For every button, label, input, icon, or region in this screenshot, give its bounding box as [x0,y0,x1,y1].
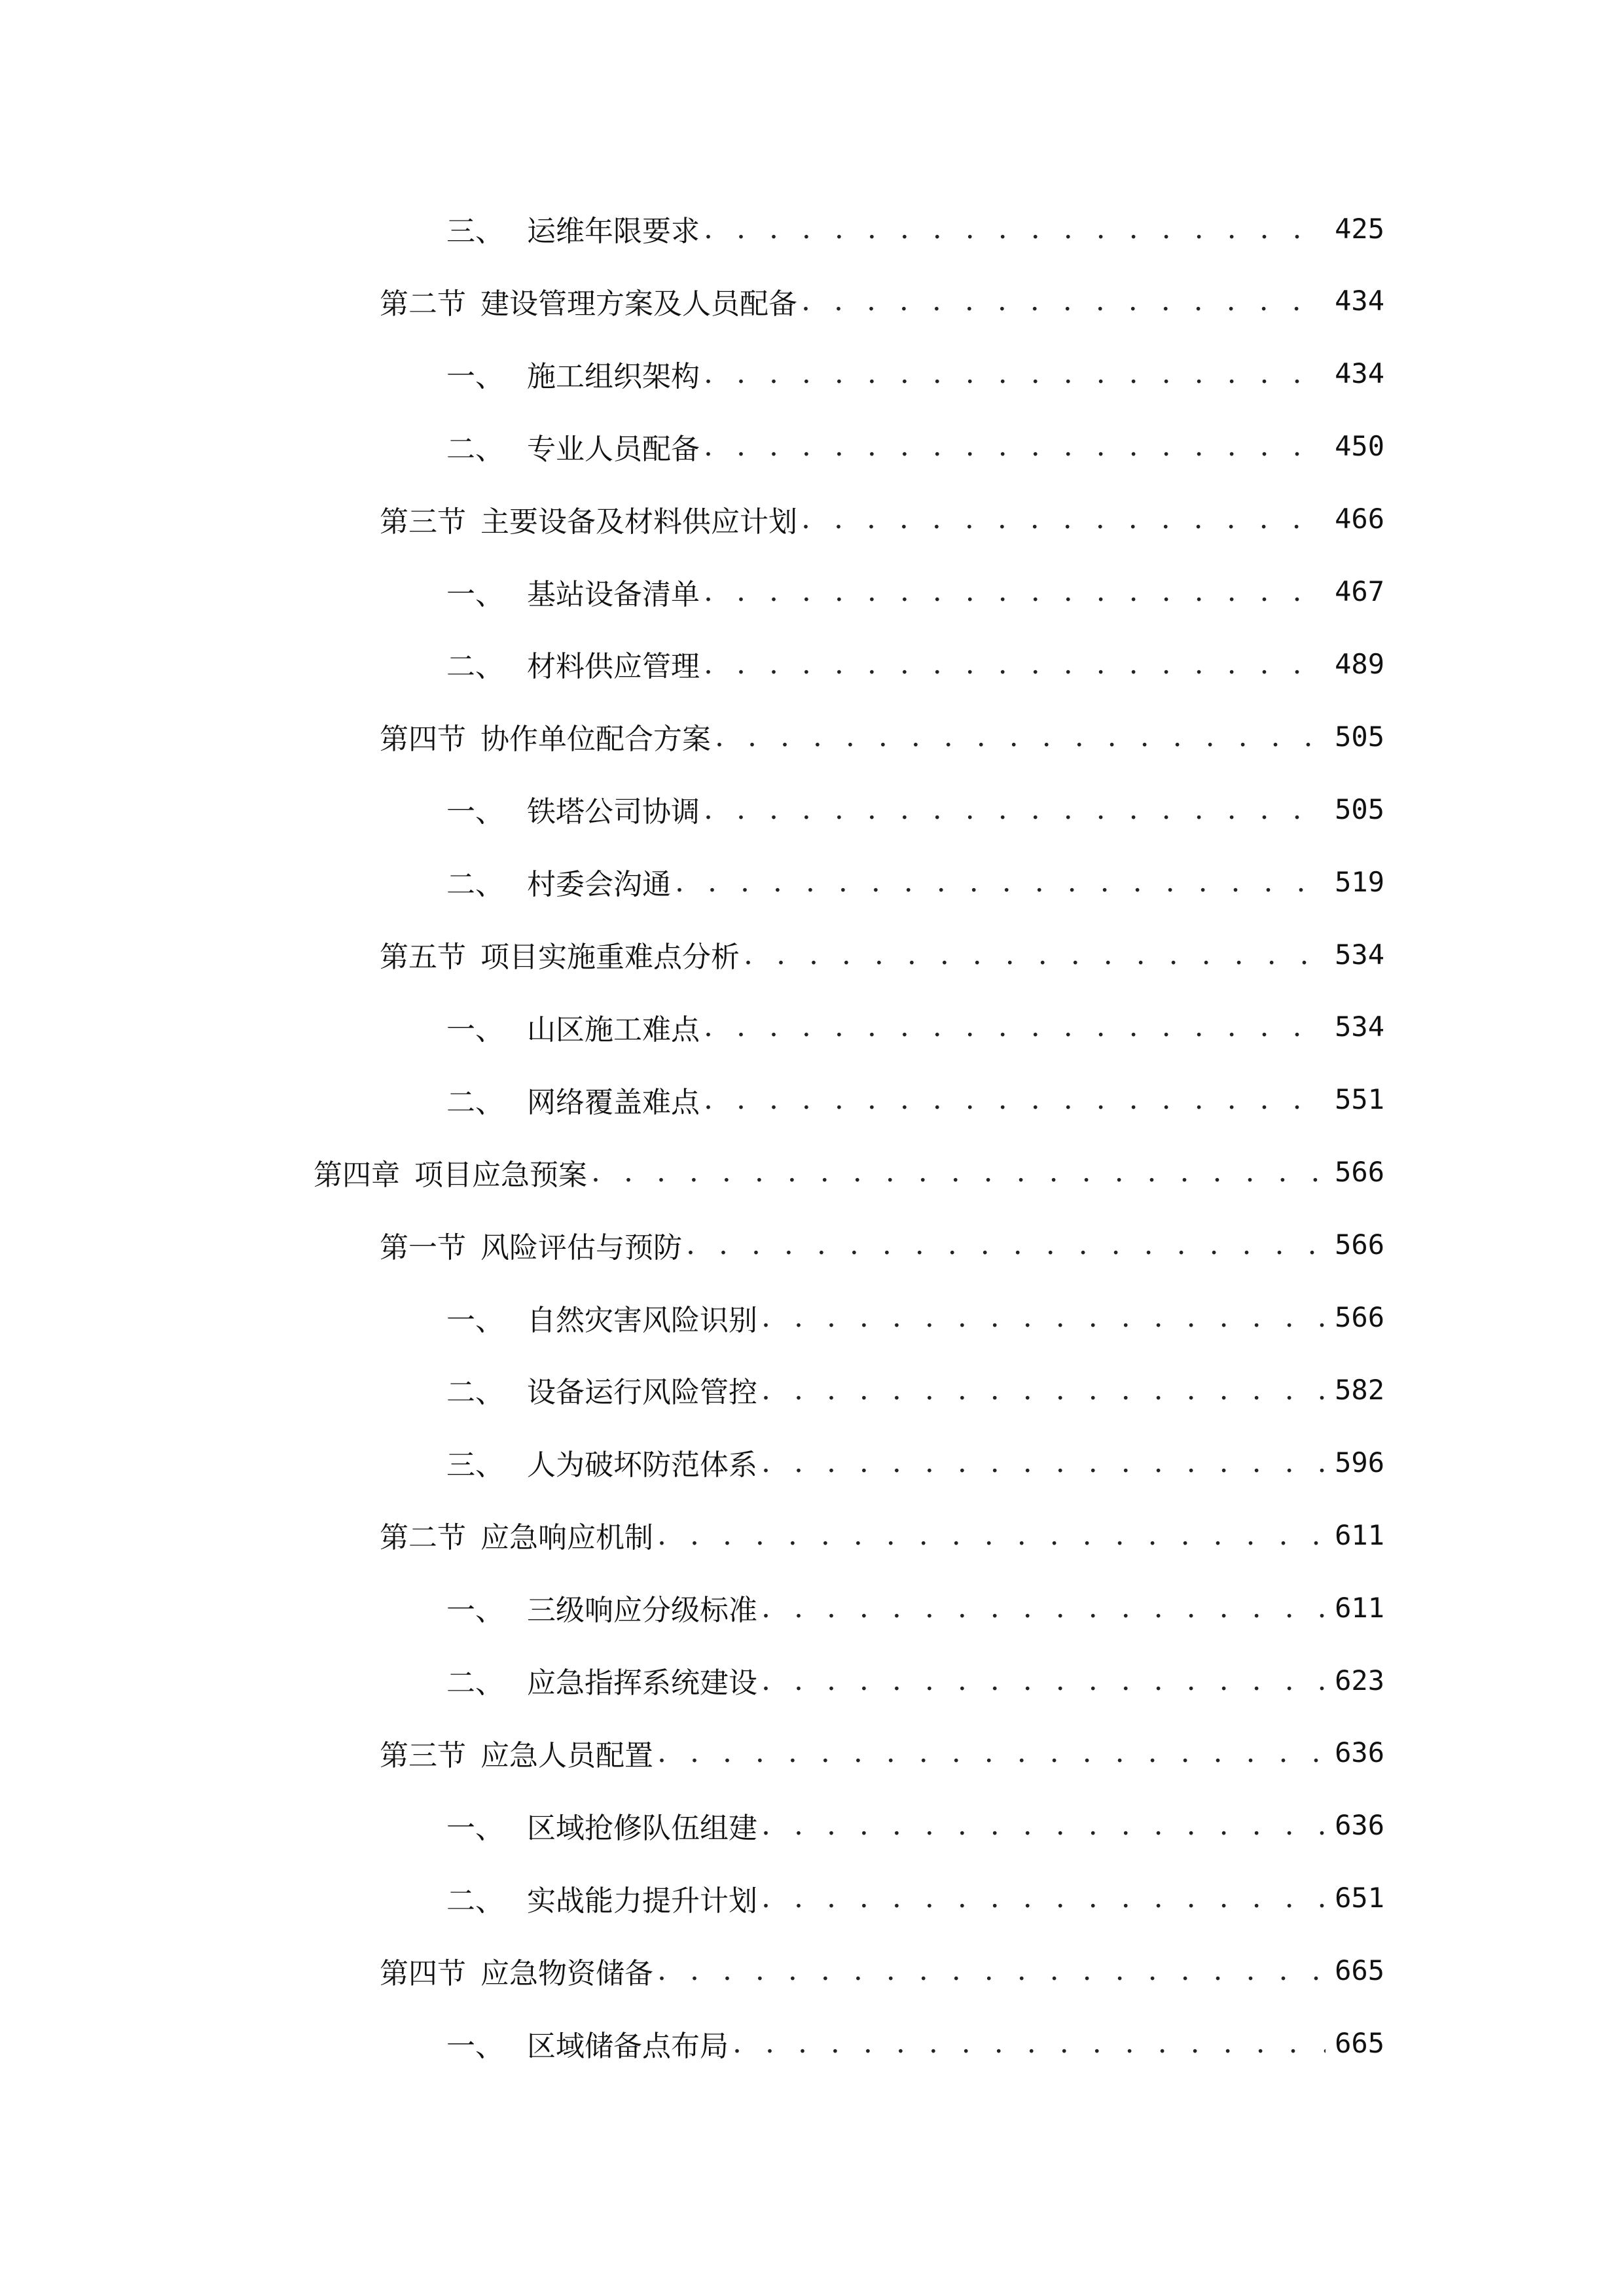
toc-entry-page-number: 450 [1335,430,1384,463]
toc-entry-number: 第四章 [314,1158,400,1192]
toc-entry-title: 运维年限要求 [527,215,700,248]
dot-leader [761,1808,1326,1842]
toc-entry[interactable] [446,1298,1384,1337]
toc-entry[interactable] [446,789,1384,829]
toc-entry-number: 第一节 [380,1230,466,1265]
toc-entry[interactable] [446,644,1384,683]
toc-entry-title: 专业人员配备 [527,432,700,466]
toc-entry-page-number: 611 [1335,1591,1384,1624]
toc-entry-title: 应急物资储备 [480,1956,653,1990]
toc-entry-page-number: 582 [1335,1373,1384,1406]
toc-entry[interactable] [380,1951,1384,1990]
toc-entry-page-number: 651 [1335,1882,1384,1914]
toc-entry-page-number: 505 [1335,793,1384,825]
toc-entry-number: 二、 [446,432,504,466]
toc-entry[interactable] [446,1007,1384,1047]
toc-entry-title: 村委会沟通 [527,868,671,902]
toc-entry-page-number: 623 [1335,1664,1384,1696]
toc-entry-title: 区域储备点布局 [527,2029,729,2063]
toc-entry-page-number: 566 [1335,1301,1384,1333]
dot-leader [744,938,1326,971]
toc-entry-number: 一、 [446,795,504,829]
toc-entry-number: 二、 [446,868,504,902]
dot-leader [732,2026,1326,2060]
toc-entry-number: 一、 [446,1811,504,1845]
toc-entry-number: 第二节 [380,1521,466,1555]
toc-entry-page-number: 466 [1335,503,1384,535]
dot-leader [704,212,1326,245]
toc-entry-page-number: 467 [1335,575,1384,607]
toc-entry-number: 第四节 [380,723,466,757]
toc-entry-page-number: 636 [1335,1736,1384,1769]
toc-entry-page-number: 566 [1335,1229,1384,1261]
toc-entry-page-number: 489 [1335,647,1384,680]
toc-entry-number: 三、 [446,1448,504,1482]
toc-entry-number: 一、 [446,1303,504,1337]
toc-entry-number: 第四节 [380,1956,466,1990]
toc-entry[interactable] [446,354,1384,393]
toc-entry[interactable] [446,1588,1384,1627]
toc-entry[interactable] [446,572,1384,611]
toc-entry[interactable] [314,1153,1384,1192]
dot-leader [761,1300,1326,1334]
dot-leader [801,284,1326,317]
toc-entry-number: 二、 [446,1666,504,1700]
dot-leader [715,720,1326,753]
toc-entry-page-number: 566 [1335,1156,1384,1189]
toc-entry-title: 基站设备清单 [527,577,700,611]
dot-leader [704,575,1326,608]
toc-entry-title: 实战能力提升计划 [527,1884,757,1918]
toc-entry-number: 一、 [446,1013,504,1047]
dot-leader [704,647,1326,681]
toc-entry[interactable] [380,1225,1384,1265]
toc-entry-number: 二、 [446,650,504,684]
toc-entry[interactable] [380,717,1384,756]
toc-entry[interactable] [446,427,1384,466]
toc-entry-page-number: 551 [1335,1083,1384,1116]
dot-leader [761,1591,1326,1624]
dot-leader [761,1446,1326,1479]
dot-leader [657,1954,1326,1987]
toc-entry-title: 应急响应机制 [480,1521,653,1555]
toc-entry-title: 应急人员配置 [480,1738,653,1772]
toc-entry-page-number: 665 [1335,1954,1384,1987]
dot-leader [591,1155,1326,1189]
toc-entry-number: 三、 [446,215,504,248]
toc-entry-title: 施工组织架构 [527,359,700,393]
toc-entry-page-number: 434 [1335,285,1384,317]
dot-leader [704,1010,1326,1043]
toc-entry[interactable] [380,281,1384,321]
toc-entry-title: 网络覆盖难点 [527,1085,700,1119]
toc-entry-title: 应急指挥系统建设 [527,1666,757,1700]
dot-leader [761,1373,1326,1407]
dot-leader [801,502,1326,535]
toc-entry-page-number: 519 [1335,865,1384,898]
toc-entry[interactable] [380,1515,1384,1554]
toc-entry-page-number: 636 [1335,1809,1384,1842]
toc-entry-title: 主要设备及材料供应计划 [480,505,797,539]
dot-leader [657,1518,1326,1552]
dot-leader [704,429,1326,463]
toc-entry[interactable] [446,862,1384,901]
toc-entry-number: 二、 [446,1376,504,1410]
toc-entry-page-number: 534 [1335,938,1384,971]
toc-entry-number: 一、 [446,359,504,393]
toc-entry-page-number: 505 [1335,720,1384,753]
toc-entry-title: 人为破坏防范体系 [527,1448,757,1482]
toc-entry-number: 一、 [446,577,504,611]
toc-entry-number: 第三节 [380,1738,466,1772]
toc-entry-title: 自然灾害风险识别 [527,1303,757,1337]
toc-entry[interactable] [446,1806,1384,1845]
dot-leader [761,1881,1326,1914]
toc-entry-title: 风险评估与预防 [480,1230,682,1265]
dot-leader [686,1228,1326,1261]
toc-entry-number: 第三节 [380,505,466,539]
toc-entry-page-number: 534 [1335,1011,1384,1043]
toc-entry[interactable] [380,1733,1384,1772]
dot-leader [704,1083,1326,1116]
toc-entry[interactable] [380,935,1384,974]
toc-entry[interactable] [446,2024,1384,2063]
toc-entry-page-number: 434 [1335,357,1384,390]
toc-entry-number: 一、 [446,2029,504,2063]
toc-entry[interactable] [446,1080,1384,1119]
toc-entry-title: 山区施工难点 [527,1013,700,1047]
toc-entry[interactable] [446,1370,1384,1409]
dot-leader [761,1664,1326,1697]
toc-entry-title: 项目实施重难点分析 [480,941,740,974]
toc-entry-number: 第五节 [380,941,466,974]
toc-entry-title: 建设管理方案及人员配备 [480,287,797,321]
toc-entry-title: 三级响应分级标准 [527,1594,757,1628]
dot-leader [675,865,1326,899]
toc-entry[interactable] [446,1660,1384,1700]
toc-entry-title: 协作单位配合方案 [480,723,711,757]
toc-entry-number: 一、 [446,1594,504,1628]
toc-entry[interactable] [380,499,1384,539]
toc-entry-page-number: 425 [1335,212,1384,245]
toc-entry-page-number: 611 [1335,1518,1384,1551]
dot-leader [704,793,1326,826]
toc-entry-page-number: 665 [1335,2027,1384,2059]
toc-entry[interactable] [446,1443,1384,1482]
toc-entry[interactable] [446,1878,1384,1918]
dot-leader [657,1736,1326,1769]
toc-entry-title: 材料供应管理 [527,650,700,684]
toc-entry-number: 二、 [446,1884,504,1918]
toc-entry-number: 二、 [446,1085,504,1119]
toc-entry-number: 第二节 [380,287,466,321]
toc-entry-title: 区域抢修队伍组建 [527,1811,757,1845]
toc-entry-title: 设备运行风险管控 [527,1376,757,1410]
toc-entry-title: 铁塔公司协调 [527,795,700,829]
toc-entry-page-number: 596 [1335,1446,1384,1479]
toc-entry-title: 项目应急预案 [414,1158,587,1192]
dot-leader [704,357,1326,390]
toc-entry[interactable] [446,209,1384,248]
